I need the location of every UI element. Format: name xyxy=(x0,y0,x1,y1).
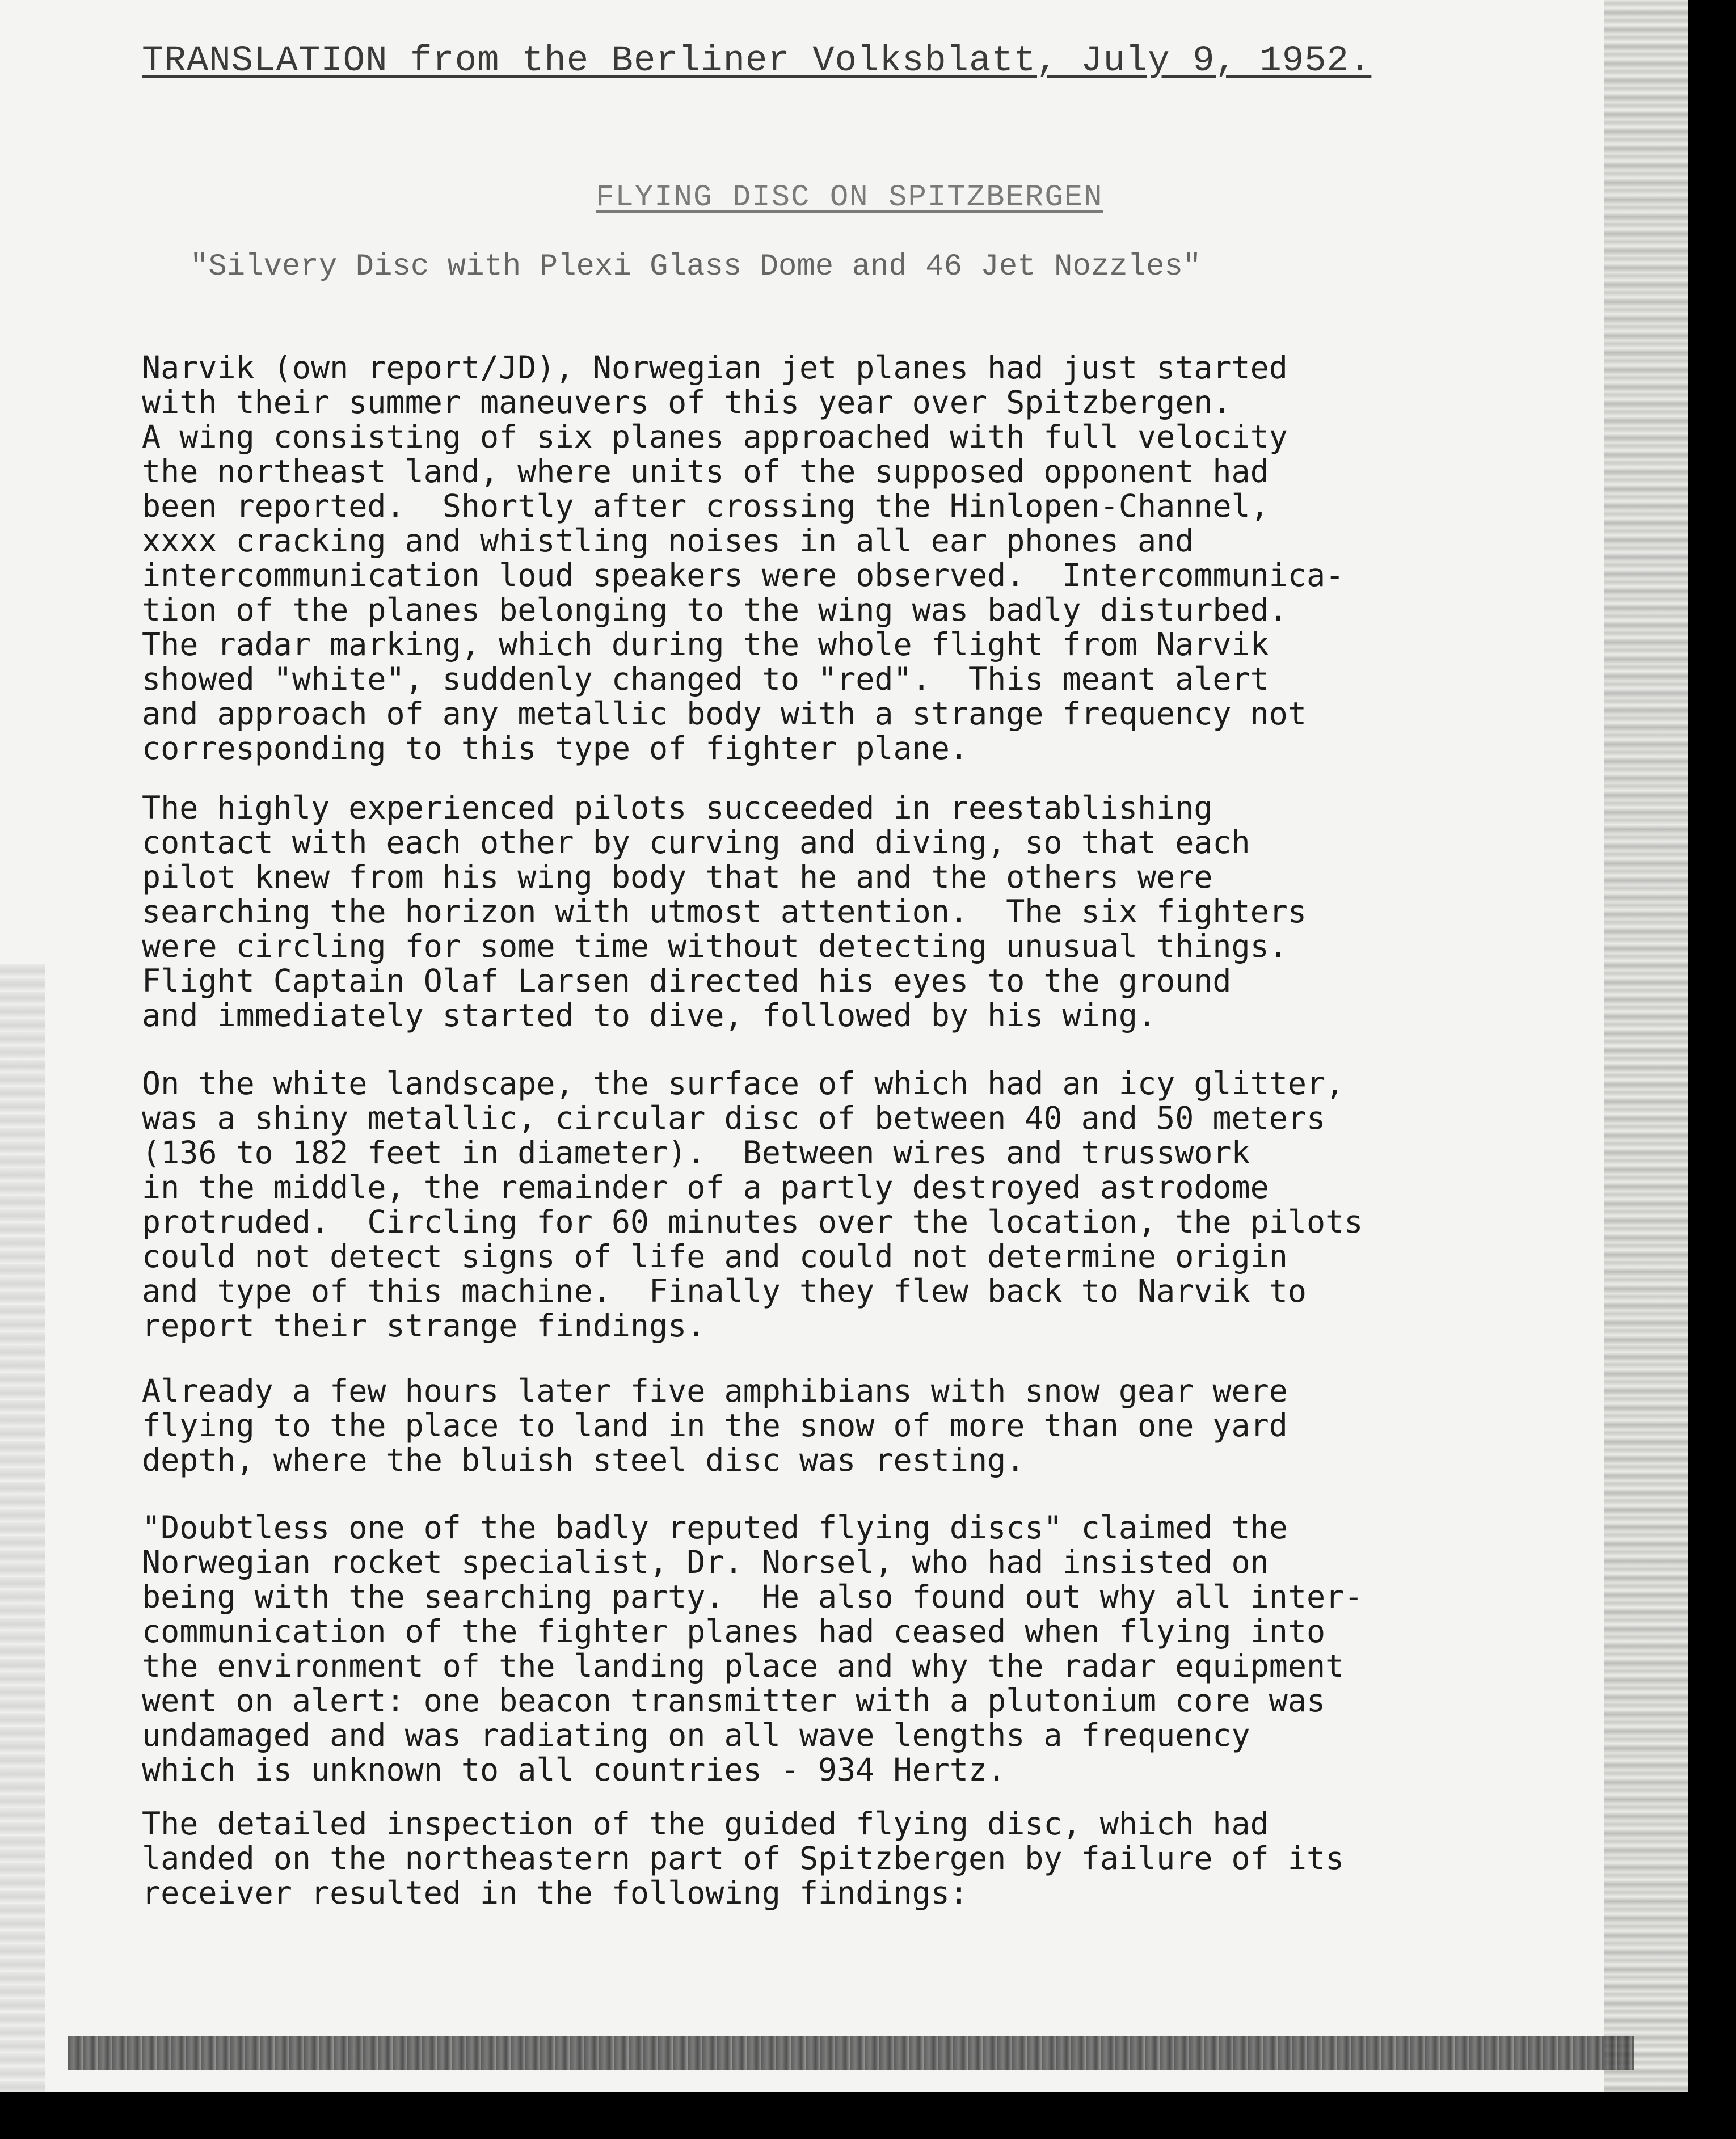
paragraph: "Doubtless one of the badly reputed flying discs" claimed the Norwegian rocket specialist, Dr. Norsel, who had insisted on being with the searching party. He also found out why all inter- communication of the fighter planes had ceased when flying into the environment of the landing place and why the radar equipment went on alert: one beacon transmitter with a plutonium core was undamaged and was radiating on all wave lengths a frequency which is unknown to all countries - 934 Hertz. xyxy=(142,1509,1363,1788)
page-edge-left xyxy=(0,964,45,2092)
translation-header: TRANSLATION from the Berliner Volksblatt, July 9, 1952. xyxy=(142,41,1372,82)
article-title: FLYING DISC ON SPITZBERGEN xyxy=(596,180,1103,215)
paragraph: On the white landscape, the surface of which had an icy glitter, was a shiny metallic, circular disc of between 40 and 50 meters (136 to 182 feet in diameter). Between wires and trusswork in the middle, the remainder of a partly destroyed astrodome protruded. Circling for 60 minutes over the location, the pilots could not detect signs of life and could not determine origin and type of this machine. Finally they flew back to Narvik to report their strange findings. xyxy=(142,1065,1363,1344)
page-edge-bottom xyxy=(68,2036,1634,2070)
paragraph: Already a few hours later five amphibians with snow gear were flying to the place to land in the snow of more than one yard depth, where the bluish steel disc was resting. xyxy=(142,1373,1288,1478)
page-edge-right xyxy=(1604,0,1688,2092)
paragraph: Narvik (own report/JD), Norwegian jet planes had just started with their summer maneuvers of this year over Spitzbergen. A wing consisting of six planes approached with full velocity the northeast land, where units of the supposed opponent had been reported. Shortly after crossing the Hinlopen-Channel, xxxx cracking and whistling noises in all ear phones and intercommunication loud speakers were observed. Intercommunica- tion of the planes belonging to the wing was badly disturbed. The radar marking, which during the whole flight from Narvik showed "white", suddenly changed to "red". This meant alert and approach of any metallic body with a strange frequency not corresponding to this type of fighter plane. xyxy=(142,349,1345,766)
article-subtitle: "Silvery Disc with Plexi Glass Dome and 46 Jet Nozzles" xyxy=(190,250,1202,284)
paragraph: The highly experienced pilots succeeded in reestablishing contact with each other by curving and diving, so that each pilot knew from his wing body that he and the others were searching the horizon with utmost attention. The six fighters were circling for some time without detecting unusual things. Flight Captain Olaf Larsen directed his eyes to the ground and immediately started to dive, followed by his wing. xyxy=(142,790,1307,1033)
paragraph: The detailed inspection of the guided flying disc, which had landed on the northeastern part of Spitzbergen by failure of its receiver resulted in the following findings: xyxy=(142,1805,1345,1911)
